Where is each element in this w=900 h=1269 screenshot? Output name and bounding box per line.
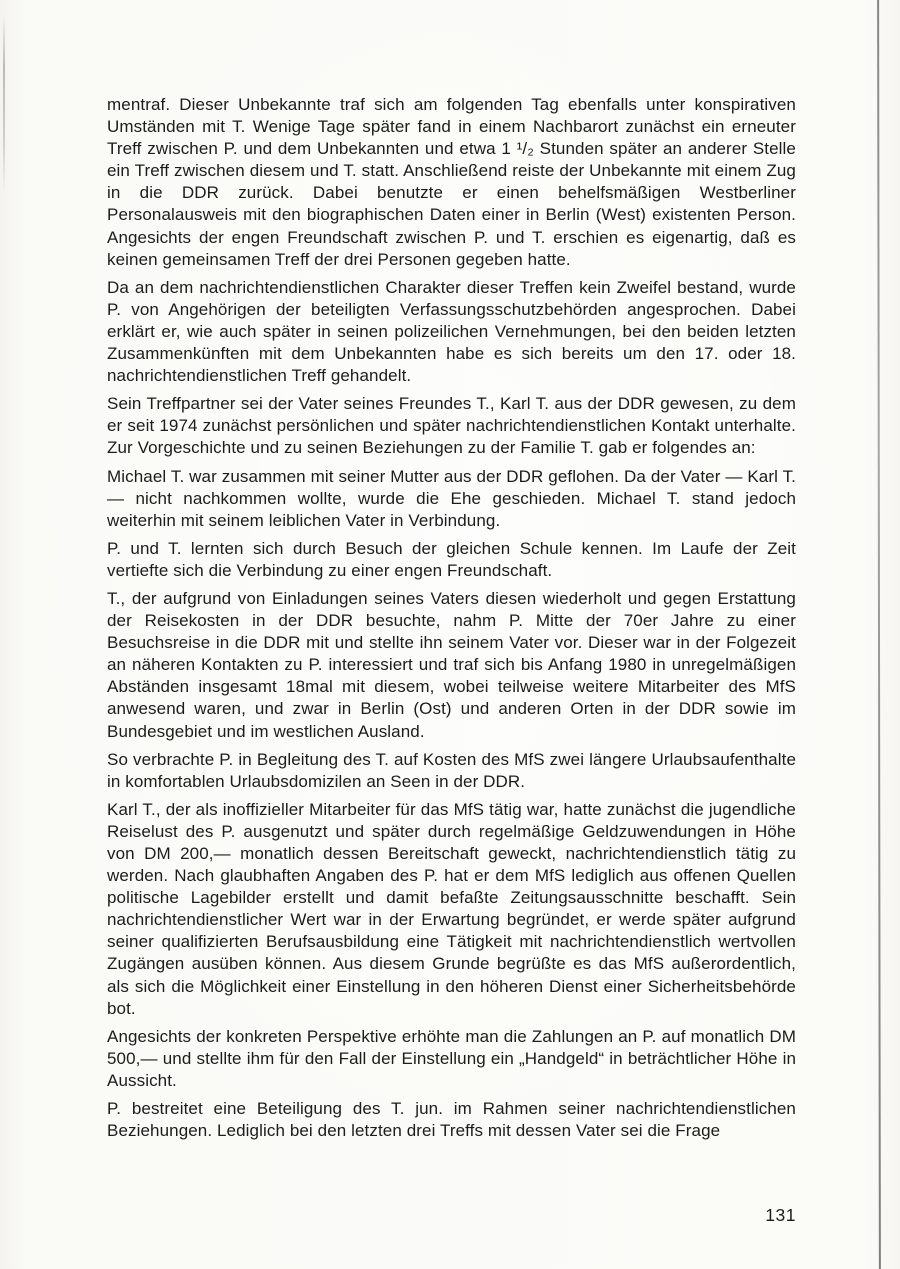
- paragraph: T., der aufgrund von Einladungen seines Vaters diesen wiederholt und gegen Erstattung der Reisekosten in der DDR besuchte, nahm P. Mitte der 70er Jahre zu einer Besuchsreise in die DDR mit und stellte ihn seinem Vater vor. Dieser war in der Folgezeit an näheren Kontakten zu P. interessiert und traf sich bis Anfang 1980 in unregelmäßigen Abständen insgesamt 18mal mit diesem, wobei teilweise weitere Mitarbeiter des MfS anwesend waren, und zwar in Berlin (Ost) und anderen Orten in der DDR sowie im Bundesgebiet und im westlichen Ausland.: [107, 588, 796, 741]
- paragraph: Karl T., der als inoffizieller Mitarbeiter für das MfS tätig war, hatte zunächst die jugendliche Reiselust des P. ausgenutzt und später durch regelmäßige Geldzuwendungen in Höhe von DM 200,— monatlich dessen Bereitschaft geweckt, nachrichtendienstlich tätig zu werden. Nach glaubhaften Angaben des P. hat er dem MfS lediglich aus offenen Quellen politische Lagebilder erstellt und damit befaßte Zeitungsausschnitte beschafft. Sein nachrichtendienstlicher Wert war in der Erwartung begründet, er werde später aufgrund seiner qualifizierten Berufsausbildung eine Tätigkeit mit nachrichtendienstlich wertvollen Zugängen ausüben können. Aus diesem Grunde begrüßte es das MfS außerordentlich, als sich die Möglichkeit einer Einstellung in den höheren Dienst einer Sicherheitsbehörde bot.: [107, 799, 796, 1018]
- paragraph: Angesichts der konkreten Perspektive erhöhte man die Zahlungen an P. auf monatlich DM 500,— und stellte ihm für den Fall der Einstellung ein „Handgeld“ in beträchtlicher Höhe in Aussicht.: [107, 1026, 796, 1090]
- paragraph: Sein Treffpartner sei der Vater seines Freundes T., Karl T. aus der DDR gewesen, zu dem er seit 1974 zunächst persönlichen und später nachrichtendienstlichen Kontakt unterhalte. Zur Vorgeschichte und zu seinen Beziehungen zu der Familie T. gab er folgendes an:: [107, 394, 796, 458]
- paragraph: So verbrachte P. in Begleitung des T. auf Kosten des MfS zwei längere Urlaubsaufenthalte in komfortablen Urlaubsdomizilen an Seen in der DDR.: [107, 749, 796, 791]
- body-text: [107, 94, 796, 1142]
- paragraph: mentraf. Dieser Unbekannte traf sich am folgenden Tag ebenfalls unter konspirativen Umständen mit T. Wenige Tage später fand in einem Nachbarort zunächst ein erneuter Treff zwischen P. und dem Unbekannten und etwa 1 ¹/₂ Stunden später an anderer Stelle ein Treff zwischen diesem und T. statt. Anschließend reiste der Unbekannte mit einem Zug in die DDR zurück. Dabei benutzte er einen behelfsmäßigen Westberliner Personalausweis mit den biographischen Daten einer in Berlin (West) existenten Person. Angesichts der engen Freundschaft zwischen P. und T. erschien es eigenartig, daß es keinen gemeinsamen Treff der drei Personen gegeben hatte.: [107, 95, 796, 269]
- scan-fold-line: [3, 14, 5, 194]
- page-number: 131: [765, 1205, 796, 1225]
- paragraph: Da an dem nachrichtendienstlichen Charakter dieser Treffen kein Zweifel bestand, wurde P. von Angehörigen der beteiligten Verfassungsschutzbehörden angesprochen. Dabei erklärt er, wie auch später in seinen polizeilichen Vernehmungen, bei den beiden letzten Zusammenkünften mit dem Unbekannten habe es sich bereits um den 17. oder 18. nachrichtendienstlichen Treff gehandelt.: [107, 277, 796, 386]
- paragraph: P. und T. lernten sich durch Besuch der gleichen Schule kennen. Im Laufe der Zeit vertiefte sich die Verbindung zu einer engen Freundschaft.: [107, 538, 796, 580]
- paragraph: Michael T. war zusammen mit seiner Mutter aus der DDR geflohen. Da der Vater — Karl T. — nicht nachkommen wollte, wurde die Ehe geschieden. Michael T. stand jedoch weiterhin mit seinem leiblichen Vater in Verbindung.: [107, 466, 796, 530]
- scan-page-edge-line: [877, 0, 881, 1269]
- paragraph: P. bestreitet eine Beteiligung des T. jun. im Rahmen seiner nachrichtendienstlichen Beziehungen. Lediglich bei den letzten drei Treffs mit dessen Vater sei die Frage: [107, 1099, 796, 1141]
